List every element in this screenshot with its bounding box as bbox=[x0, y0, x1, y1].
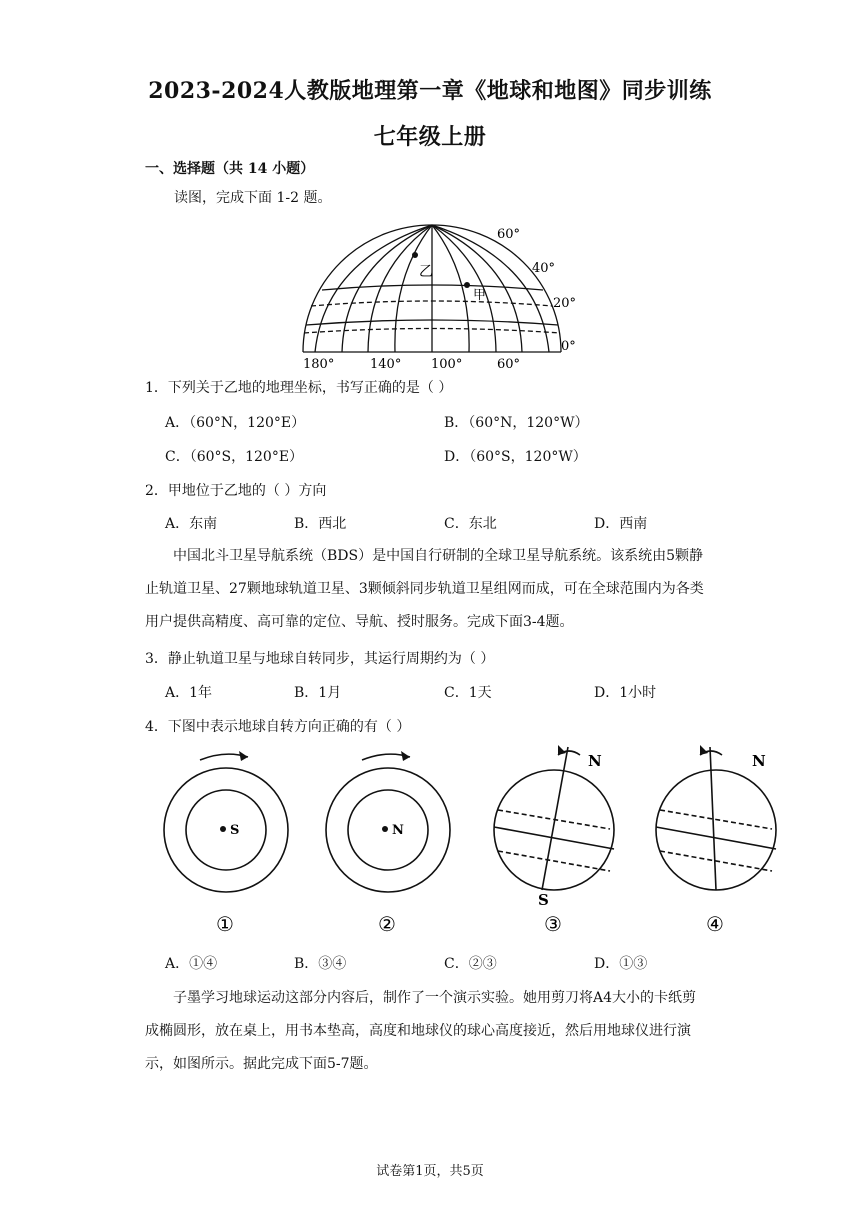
q2-option-a: A．东南 bbox=[165, 516, 218, 532]
rotation-figure-4 bbox=[654, 745, 794, 940]
q4-option-c: C．②③ bbox=[444, 956, 497, 972]
q3-option-c: C．1天 bbox=[444, 685, 492, 701]
rotation-figure-2 bbox=[322, 745, 462, 940]
section-heading: 一、选择题（共 14 小题） bbox=[145, 161, 315, 177]
passage-3-4: 中国北斗卫星导航系统（BDS）是中国自行研制的全球卫星导航系统。该系统由5颗静止轨道卫星、27颗地球轨道卫星、3颗倾斜同步轨道卫星组网而成，可在全球范围内为各类用户提供高精度、高可靠的定位、导航、授时服务。完成下面3-4题。 bbox=[145, 548, 704, 630]
q1-option-b: B．（60°N，120°W） bbox=[444, 415, 589, 431]
q1-option-a: A．（60°N，120°E） bbox=[165, 415, 306, 431]
q3-stem: 3．静止轨道卫星与地球自转同步，其运行周期约为（ ） bbox=[145, 651, 495, 667]
point-yi-marker bbox=[412, 252, 418, 258]
q3-option-a: A．1年 bbox=[165, 685, 213, 701]
lat-label-20: 20° bbox=[553, 296, 577, 311]
hemisphere-map-figure bbox=[285, 210, 585, 370]
q4-option-d: D．①③ bbox=[594, 956, 648, 972]
q1-stem: 1．下列关于乙地的地理坐标，书写正确的是（ ） bbox=[145, 380, 453, 396]
pole-label-s: S bbox=[538, 891, 549, 909]
pole-label-s: S bbox=[230, 823, 240, 838]
q1-option-c: C．（60°S，120°E） bbox=[165, 449, 304, 465]
q2-option-b: B．西北 bbox=[294, 516, 347, 532]
page-title: 2023-2024人教版地理第一章《地球和地图》同步训练 bbox=[148, 78, 712, 104]
lat-label-40: 40° bbox=[532, 261, 556, 276]
rotation-figure-3 bbox=[492, 745, 632, 940]
q2-option-d: D．西南 bbox=[594, 516, 648, 532]
q3-option-d: D．1小时 bbox=[594, 685, 657, 701]
figure-label-2: ② bbox=[378, 912, 396, 936]
q4-option-b: B．③④ bbox=[294, 956, 347, 972]
rotation-figure-1 bbox=[160, 745, 300, 940]
lon-label-60: 60° bbox=[497, 357, 521, 370]
q2-option-c: C．东北 bbox=[444, 516, 497, 532]
q3-option-b: B．1月 bbox=[294, 685, 342, 701]
point-yi-label: 乙 bbox=[419, 264, 433, 280]
figure-label-3: ③ bbox=[544, 912, 562, 936]
q2-stem: 2．甲地位于乙地的（ ）方向 bbox=[145, 483, 327, 499]
lat-label-60: 60° bbox=[497, 227, 521, 242]
pole-label-n: N bbox=[588, 752, 602, 770]
figure-label-4: ④ bbox=[706, 912, 724, 936]
q4-stem: 4．下图中表示地球自转方向正确的有（ ） bbox=[145, 719, 411, 735]
q4-option-a: A．①④ bbox=[165, 956, 218, 972]
lat-label-0: 0° bbox=[561, 339, 576, 354]
lon-label-140: 140° bbox=[370, 357, 402, 370]
intro-text: 读图，完成下面 1-2 题。 bbox=[174, 190, 332, 206]
page-footer: 试卷第1页，共5页 bbox=[376, 1164, 484, 1179]
lon-label-180: 180° bbox=[303, 357, 335, 370]
point-jia-marker bbox=[464, 282, 470, 288]
passage-5-7: 子墨学习地球运动这部分内容后，制作了一个演示实验。她用剪刀将A4大小的卡纸剪成椭圆形，放在桌上，用书本垫高，高度和地球仪的球心高度接近，然后用地球仪进行演示，如图所示。据此完成下面5-7题。 bbox=[145, 990, 697, 1072]
pole-label-n: N bbox=[392, 823, 404, 838]
figure-label-1: ① bbox=[216, 912, 234, 936]
point-jia-label: 甲 bbox=[473, 288, 487, 303]
lon-label-100: 100° bbox=[431, 357, 463, 370]
pole-label-n: N bbox=[752, 752, 766, 770]
page-subtitle: 七年级上册 bbox=[373, 124, 487, 150]
q1-option-d: D．（60°S，120°W） bbox=[444, 449, 587, 465]
